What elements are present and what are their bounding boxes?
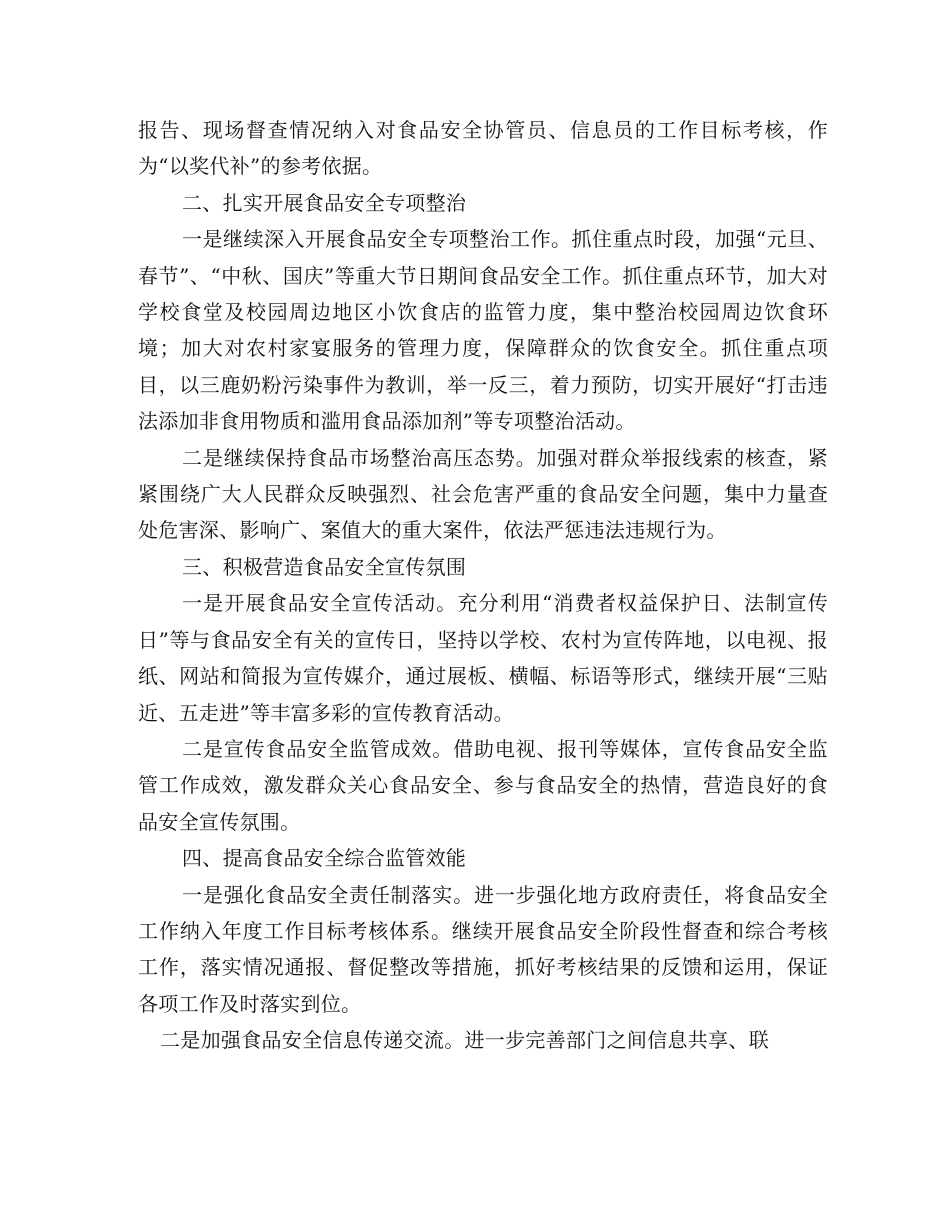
document-body (138, 112, 828, 1059)
paragraph: 一是继续深入开展食品安全专项整治工作。抓住重点时段，加强“元旦、春节”、“中秋、国庆”等重大节日期间食品安全工作。抓住重点环节，加大对学校食堂及校园周边地区小饮食店的监管力度，集中整治校园周边饮食环境；加大对农村家宴服务的管理力度，保障群众的饮食安全。抓住重点项目，以三鹿奶粉污染事件为教训，举一反三，着力预防，切实开展好“打击违法添加非食用物质和滥用食品添加剂”等专项整治活动。 (138, 227, 828, 434)
paragraph: 二是宣传食品安全监管成效。借助电视、报刊等媒体，宣传食品安全监管工作成效，激发群众关心食品安全、参与食品安全的热情，营造良好的食品安全宣传氛围。 (138, 736, 828, 834)
section-heading-3: 三、积极营造食品安全宣传氛围 (182, 554, 467, 579)
paragraph: 一是开展食品安全宣传活动。充分利用“消费者权益保护日、法制宣传日”等与食品安全有关的宣传日，坚持以学校、农村为宣传阵地，以电视、报纸、网站和简报为宣传媒介，通过展板、横幅、标语等形式，继续开展“三贴近、五走进”等丰富多彩的宣传教育活动。 (138, 591, 828, 725)
section-heading-4: 四、提高食品安全综合监管效能 (182, 846, 467, 871)
paragraph: 二是加强食品安全信息传递交流。进一步完善部门之间信息共享、联 (160, 1028, 769, 1053)
paragraph: 一是强化食品安全责任制落实。进一步强化地方政府责任，将食品安全工作纳入年度工作目标考核体系。继续开展食品安全阶段性督查和综合考核工作，落实情况通报、督促整改等措施，抓好考核结果的反馈和运用，保证各项工作及时落实到位。 (138, 882, 828, 1016)
paragraph-continuation: 报告、现场督查情况纳入对食品安全协管员、信息员的工作目标考核，作为“以奖代补”的参考依据。 (138, 118, 828, 179)
paragraph: 二是继续保持食品市场整治高压态势。加强对群众举报线索的核查，紧紧围绕广大人民群众反映强烈、社会危害严重的食品安全问题，集中力量查处危害深、影响广、案值大的重大案件，依法严惩违法违规行为。 (138, 445, 828, 543)
section-heading-2: 二、扎实开展食品安全专项整治 (182, 190, 467, 215)
